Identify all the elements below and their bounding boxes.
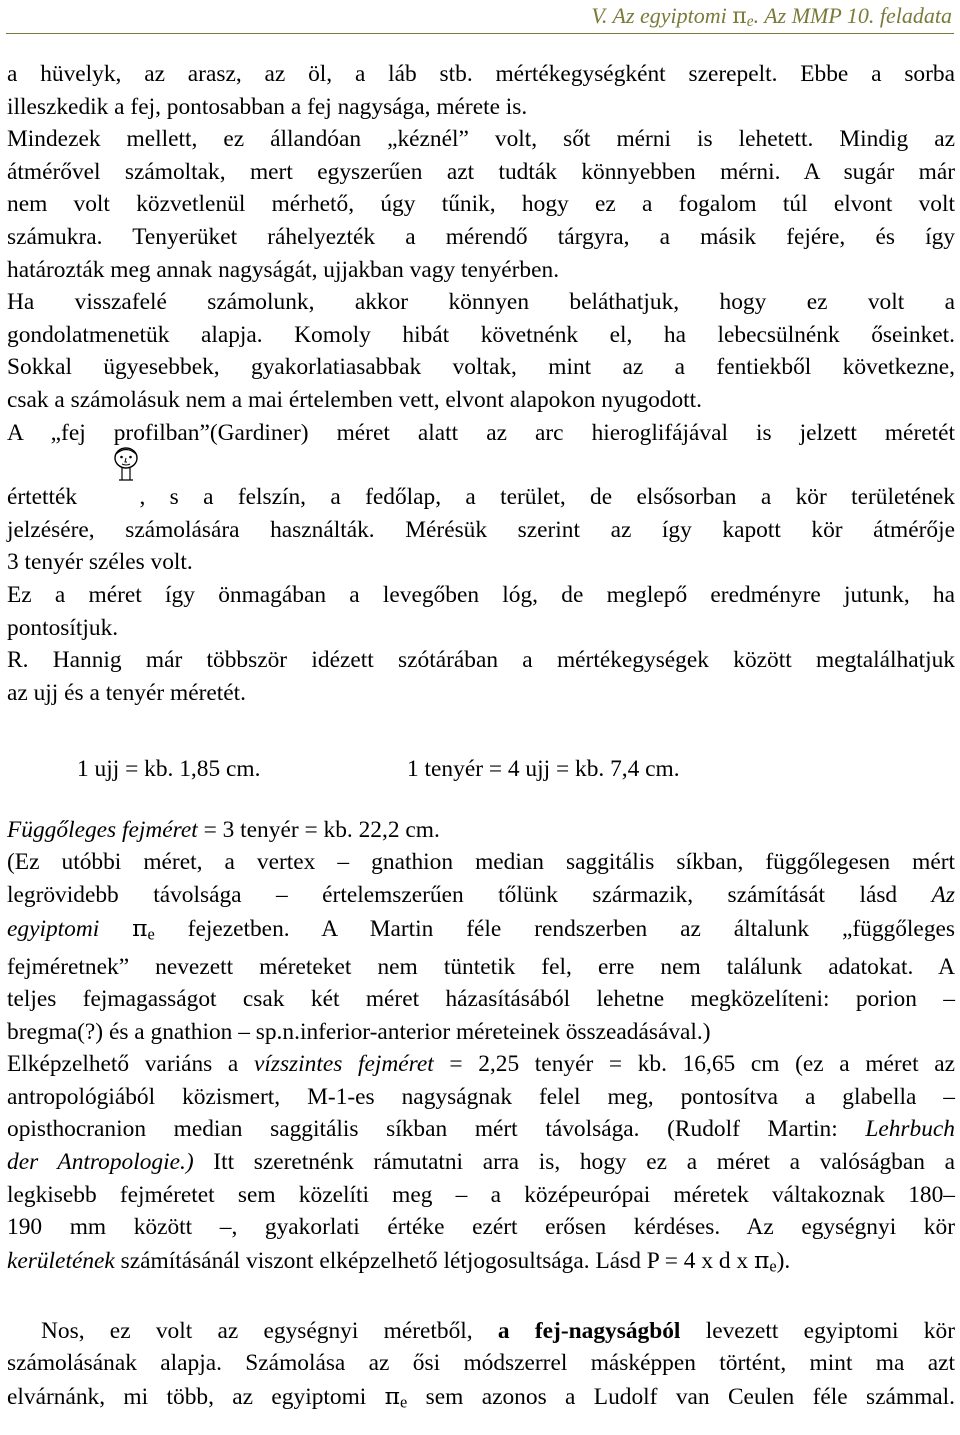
pi-subscript: e (400, 1392, 408, 1412)
vertical-head-label: Függőleges fejméret (7, 816, 198, 843)
body-line (7, 1048, 955, 1081)
body-line: Ha visszafelé számolunk, akkor könnyen beláthatjuk, hogy ez volt a (7, 289, 955, 316)
body-line: számolásának alapja. Számolása az ősi módszerrel másképpen történt, mint ma azt (7, 1350, 955, 1377)
body-line: 190 mm között –, gyakorlati értéke ezért erősen kérdéses. Az egységnyi kör (7, 1214, 955, 1241)
pi-symbol: π (753, 1245, 770, 1274)
body-text: elvárnánk, mi több, az egyiptomi (7, 1383, 385, 1410)
body-line: fejméretnek” nevezett méreteket nem tüntetik fel, erre nem találunk adatokat. A (7, 953, 955, 980)
emphasis: kerületének (7, 1247, 115, 1274)
body-text: számításánál viszont elképzelhető létjogosultsága. Lásd P = 4 x d x (114, 1247, 754, 1274)
body-text: levezett egyiptomi kör (680, 1317, 955, 1344)
chapter-ref: egyiptomi (7, 915, 133, 942)
body-line: Ez a méret így önmagában a levegőben lóg, de meglepő eredményre jutunk, ha (7, 581, 955, 608)
running-header (591, 2, 952, 36)
body-text: Nos, ez volt az egységnyi méretből, (41, 1317, 498, 1344)
header-suffix: . Az MMP 10. feladata (753, 3, 952, 28)
header-pi-subscript: e (746, 13, 754, 31)
body-text: Elképzelhető variáns a (7, 1051, 254, 1078)
body-line: A „fej profilban”(Gardiner) méret alatt az arc hieroglifájával is jelzett méretét (7, 419, 955, 446)
body-text: ). (776, 1247, 791, 1274)
finger-measure: 1 ujj = kb. 1,85 cm. (77, 756, 261, 783)
body-line: teljes fejmagasságot csak két méret házasításából lehetne megközelíteni: porion – (7, 986, 955, 1013)
bold-emphasis: a fej-nagyságból (497, 1317, 681, 1344)
body-line: határozták meg annak nagyságát, ujjakban vagy tenyérben. (7, 256, 560, 283)
body-text: = 2,25 tenyér = kb. 16,65 cm (ez a méret az (433, 1051, 955, 1078)
body-line: Mindezek mellett, ez állandóan „kéznél” volt, sőt mérni is lehetett. Mindig az (7, 126, 955, 153)
body-text: sem azonos a Ludolf van Ceulen féle számmal. (407, 1383, 955, 1410)
body-line (7, 1380, 955, 1419)
face-hieroglyph-icon (107, 445, 145, 483)
body-line: 3 tenyér széles volt. (7, 549, 193, 576)
horizontal-head-label: vízszintes fejméret (253, 1051, 434, 1078)
body-line: R. Hannig már többször idézett szótárában a mértékegységek között megtalálhatjuk (7, 647, 955, 674)
header-rule (6, 33, 954, 34)
pi-symbol: π (132, 913, 148, 942)
body-line: Sokkal ügyesebbek, gyakorlatiasabbak voltak, mint az a fentiekből következne, (7, 354, 955, 381)
header-pi-symbol: π (732, 4, 747, 29)
body-line: antropológiából közismert, M-1-es nagyságnak felel meg, pontosítva a glabella – (7, 1083, 955, 1110)
body-line: jelzésére, számolására használták. Mérésük szerint az így kapott kör átmérője (7, 516, 955, 543)
body-line: számukra. Tenyerüket ráhelyezték a mérendő tárgyra, a másik fejére, és így (7, 223, 955, 250)
header-prefix: V. Az egyiptomi (591, 3, 733, 28)
body-text: fejezetben. A Martin féle rendszerben az általunk „függőleges (154, 915, 955, 942)
body-line (7, 1315, 955, 1348)
body-line: a hüvelyk, az arasz, az öl, a láb stb. mértékegységként szerepelt. Ebbe a sorba (7, 61, 955, 87)
body-text: , s a felszín, a fedőlap, a terület, de elsősorban a kör területének (139, 484, 955, 511)
body-line: csak a számolásuk nem a mai értelemben vett, elvont alapokon nyugodott. (7, 386, 703, 413)
body-line: legkisebb fejméretet sem közelíti meg – a középeurópai méretek váltakoznak 180– (7, 1181, 955, 1208)
vertical-head-line (7, 814, 955, 847)
body-line (7, 1146, 955, 1179)
hieroglyph-line (7, 481, 955, 514)
book-title: der Antropologie.) (7, 1149, 194, 1176)
body-line (7, 879, 955, 912)
body-line: (Ez utóbbi méret, a vertex – gnathion median saggitális síkban, függőlegesen mért (7, 849, 955, 876)
body-line (7, 1113, 955, 1146)
body-line: bregma(?) és a gnathion – sp.n.inferior-anterior méreteinek összeadásával.) (7, 1018, 711, 1045)
pi-symbol: π (384, 1381, 401, 1410)
body-line: gondolatmenetük alapja. Komoly hibát követnénk el, ha lebecsülnénk őseinket. (7, 321, 955, 348)
body-line: illeszkedik a fej, pontosabban a fej nagysága, mérete is. (7, 93, 528, 120)
body-line: az ujj és a tenyér méretét. (7, 679, 246, 706)
pi-subscript: e (147, 923, 155, 943)
body-line (7, 912, 955, 951)
body-line (7, 1244, 955, 1283)
palm-measure: 1 tenyér = 4 ujj = kb. 7,4 cm. (407, 756, 680, 783)
pi-subscript: e (769, 1256, 777, 1276)
vertical-head-value: = 3 tenyér = kb. 22,2 cm. (197, 816, 440, 843)
page-body (7, 58, 955, 1419)
body-text: opisthocranion median saggitális síkban mért távolsága. (Rudolf Martin: (7, 1116, 866, 1143)
chapter-ref: Az (931, 882, 955, 909)
body-line: átmérővel számoltak, mert egyszerűen azt tudták könnyebben mérni. A sugár már (7, 158, 955, 185)
book-title: Lehrbuch (865, 1116, 955, 1143)
body-text: értették (7, 484, 102, 511)
body-line: nem volt közvetlenül mérhető, úgy tűnik, hogy ez a fogalom túl elvont volt (7, 191, 955, 218)
body-line: pontosítjuk. (7, 614, 119, 641)
body-text: Itt szeretnénk rámutatni arra is, hogy ez a méret a valóságban a (193, 1149, 955, 1176)
body-text: legrövidebb távolsága – értelemszerűen tőlünk származik, számítását lásd (7, 882, 932, 909)
measurement-line (7, 753, 955, 786)
